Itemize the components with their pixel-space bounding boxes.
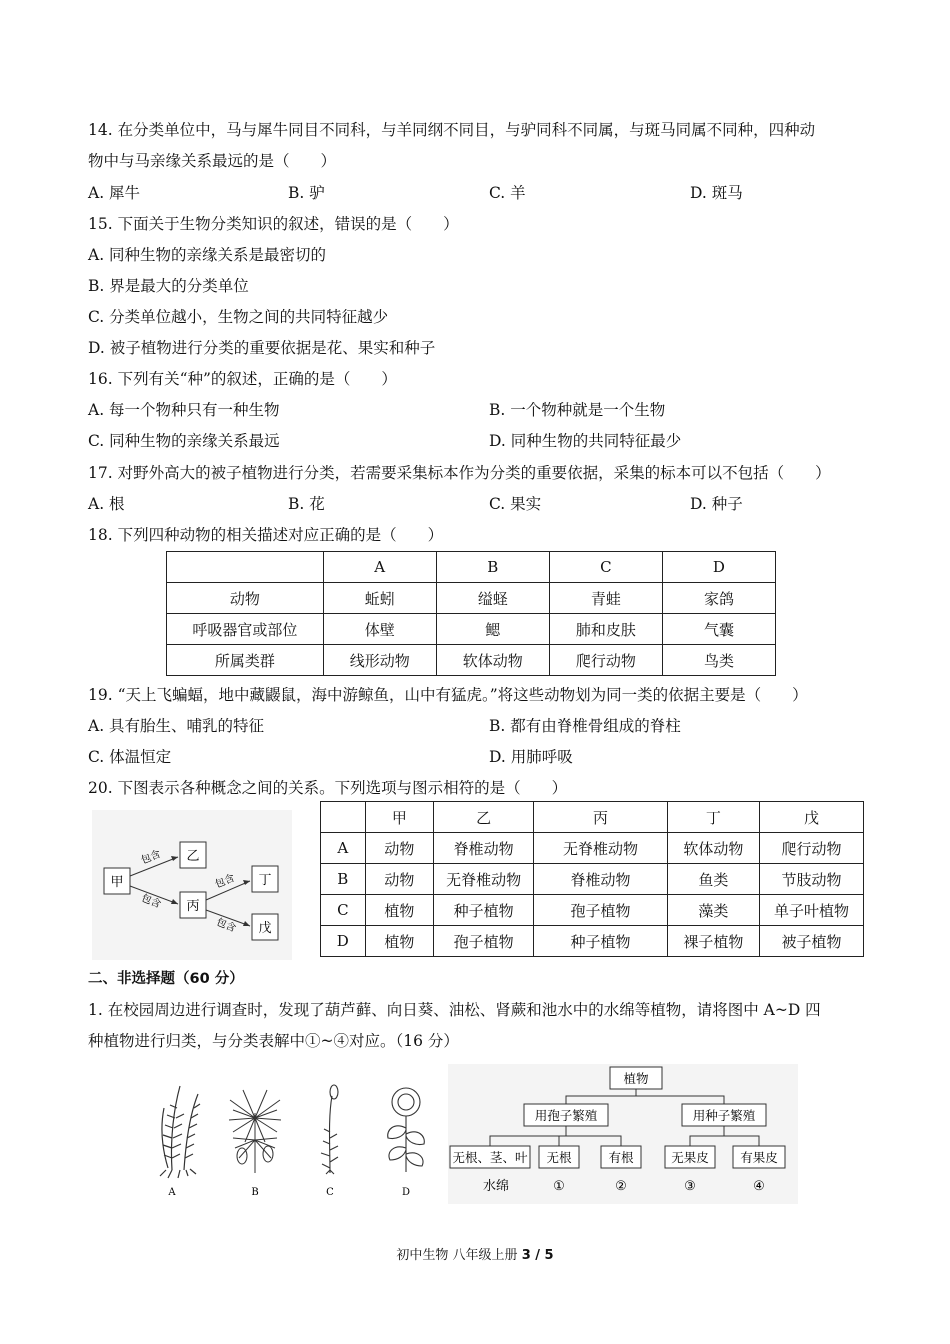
page-footer: [0, 1244, 950, 1263]
moss-illustration: [321, 1085, 338, 1174]
q17-option-d: D. 种子: [690, 495, 743, 513]
table-cell: 青蛙: [549, 583, 662, 614]
table-cell: 鸟类: [662, 645, 775, 676]
table-row: [167, 614, 776, 645]
table-cell: 植物: [365, 926, 433, 957]
table-cell: 软体动物: [436, 645, 549, 676]
plant-label-b: B: [251, 1187, 259, 1198]
tree-leaf-label: 无根、茎、叶: [452, 1150, 528, 1165]
table-cell: 孢子植物: [434, 926, 534, 957]
tree-answer: ①: [553, 1179, 565, 1194]
q18-header-row: [167, 552, 776, 583]
q14-option-b: B. 驴: [288, 184, 325, 202]
q19-option-a: A. 具有胎生、哺乳的特征: [88, 717, 265, 735]
table-cell: 线形动物: [323, 645, 436, 676]
q15-option-d: D. 被子植物进行分类的重要依据是花、果实和种子: [88, 339, 436, 357]
table-cell: 气囊: [662, 614, 775, 645]
q20-header-cell: 丁: [667, 802, 759, 833]
table-cell: 裸子植物: [667, 926, 759, 957]
q19-option-b: B. 都有由脊椎骨组成的脊柱: [489, 717, 681, 735]
table-cell: 植物: [365, 895, 433, 926]
plant-label-c: C: [326, 1187, 334, 1198]
table-cell: C: [321, 895, 366, 926]
q18-table: [166, 551, 776, 676]
q18-stem: 18. 下列四种动物的相关描述对应正确的是（ ）: [88, 526, 444, 544]
q18-header-cell: A: [323, 552, 436, 583]
diagram-label-ding: 丁: [258, 873, 272, 888]
table-cell: 孢子植物: [534, 895, 668, 926]
q20-header-cell: 甲: [365, 802, 433, 833]
table-cell: 单子叶植物: [759, 895, 863, 926]
q19-option-c: C. 体温恒定: [88, 748, 172, 766]
diagram-contain-label: 包含: [139, 848, 163, 867]
q19-option-d: D. 用肺呼吸: [489, 748, 573, 766]
table-cell: 动物: [365, 864, 433, 895]
tree-answer: ③: [684, 1179, 696, 1194]
tree-seed-label: 用种子繁殖: [692, 1108, 756, 1123]
q15-stem: 15. 下面关于生物分类知识的叙述，错误的是（ ）: [88, 215, 459, 233]
q17-option-c: C. 果实: [489, 495, 542, 513]
q19-stem: 19. “天上飞蝙蝠，地中藏鼹鼠，海中游鲸鱼，山中有猛虎。”将这些动物划为同一类的依据主要是（ ）: [88, 686, 808, 704]
q17-option-b: B. 花: [288, 495, 325, 513]
table-cell: 动物: [167, 583, 324, 614]
q20-header-cell: 乙: [434, 802, 534, 833]
q18-header-cell: C: [549, 552, 662, 583]
tree-answer: 水绵: [482, 1179, 510, 1194]
table-cell: 节肢动物: [759, 864, 863, 895]
diagram-label-bing: 丙: [186, 899, 200, 914]
tree-answer: ④: [753, 1179, 765, 1194]
q16-option-a: A. 每一个物种只有一种生物: [88, 401, 280, 419]
q20-header-cell: [321, 802, 366, 833]
q17-option-a: A. 根: [88, 495, 125, 513]
diagram-contain-label: 包含: [213, 872, 237, 891]
table-row: [321, 864, 864, 895]
table-cell: 鳃: [436, 614, 549, 645]
table-cell: B: [321, 864, 366, 895]
tree-leaf-label: 有果皮: [740, 1150, 778, 1165]
table-cell: 种子植物: [434, 895, 534, 926]
diagram-label-wu: 戊: [258, 921, 272, 936]
page-number: 3 / 5: [521, 1248, 554, 1263]
q18-header-cell: B: [436, 552, 549, 583]
q15-option-a: A. 同种生物的亲缘关系是最密切的: [88, 246, 327, 264]
q16-option-c: C. 同种生物的亲缘关系最远: [88, 432, 280, 450]
q20-header-row: [321, 802, 864, 833]
q14-stem-line1: 14. 在分类单位中，马与犀牛同目不同科，与羊同纲不同目，与驴同科不同属，与斑马同属不同种，四种动: [88, 121, 816, 139]
plant-label-d: D: [401, 1187, 411, 1198]
plant-label-a: A: [168, 1187, 176, 1198]
classification-tree: [448, 1064, 798, 1204]
footer-text: 初中生物 八年级上册: [396, 1248, 522, 1263]
diagram-contain-label: 包含: [139, 892, 163, 911]
q16-option-d: D. 同种生物的共同特征最少: [489, 432, 682, 450]
sunflower-illustration: [388, 1088, 425, 1172]
nq1-stem-line1: 1. 在校园周边进行调查时，发现了葫芦藓、向日葵、油松、肾蕨和池水中的水绵等植物，请将图中 A~D 四: [88, 1001, 821, 1019]
q20-table: [320, 801, 864, 957]
q20-stem: 20. 下图表示各种概念之间的关系。下列选项与图示相符的是（ ）: [88, 779, 568, 797]
q20-header-cell: 丙: [534, 802, 668, 833]
table-cell: 体壁: [323, 614, 436, 645]
diagram-label-jia: 甲: [110, 875, 124, 890]
table-cell: A: [321, 833, 366, 864]
nq1-stem-line2: 种植物进行归类，与分类表解中①~④对应。（16 分）: [88, 1032, 459, 1050]
q14-option-d: D. 斑马: [690, 184, 743, 202]
tree-leaf-label: 无果皮: [671, 1150, 709, 1165]
diagram-label-yi: 乙: [186, 849, 200, 864]
table-cell: D: [321, 926, 366, 957]
table-cell: 藻类: [667, 895, 759, 926]
tree-spore-label: 用孢子繁殖: [534, 1108, 598, 1123]
table-cell: 无脊椎动物: [434, 864, 534, 895]
q16-option-b: B. 一个物种就是一个生物: [489, 401, 666, 419]
table-cell: 呼吸器官或部位: [167, 614, 324, 645]
table-row: [321, 833, 864, 864]
table-cell: 动物: [365, 833, 433, 864]
table-row: [167, 645, 776, 676]
table-cell: 爬行动物: [759, 833, 863, 864]
table-cell: 鱼类: [667, 864, 759, 895]
tree-answer: ②: [615, 1179, 627, 1194]
pine-illustration: [229, 1090, 281, 1173]
table-cell: 脊椎动物: [534, 864, 668, 895]
table-row: [321, 895, 864, 926]
q17-stem: 17. 对野外高大的被子植物进行分类，若需要采集标本作为分类的重要依据，采集的标本可以不包括（ ）: [88, 464, 831, 482]
table-cell: 肺和皮肤: [549, 614, 662, 645]
tree-leaf-label: 无根: [546, 1150, 572, 1165]
table-cell: 被子植物: [759, 926, 863, 957]
table-row: [321, 926, 864, 957]
q18-header-cell: [167, 552, 324, 583]
table-cell: 爬行动物: [549, 645, 662, 676]
tree-root-label: 植物: [623, 1071, 649, 1086]
table-cell: 蚯蚓: [323, 583, 436, 614]
fern-illustration: [160, 1086, 200, 1178]
table-cell: 缢蛏: [436, 583, 549, 614]
q14-stem-line2: 物中与马亲缘关系最远的是（ ）: [88, 152, 337, 170]
table-cell: 所属类群: [167, 645, 324, 676]
table-cell: 软体动物: [667, 833, 759, 864]
diagram-contain-label: 包含: [214, 916, 238, 935]
q20-header-cell: 戊: [759, 802, 863, 833]
table-cell: 无脊椎动物: [534, 833, 668, 864]
plant-illustrations: [150, 1078, 430, 1200]
table-cell: 种子植物: [534, 926, 668, 957]
table-cell: 脊椎动物: [434, 833, 534, 864]
section2-title: 二、非选择题（60 分）: [88, 971, 244, 987]
q14-option-c: C. 羊: [489, 184, 526, 202]
q15-option-b: B. 界是最大的分类单位: [88, 277, 249, 295]
tree-leaf-label: 有根: [608, 1150, 634, 1165]
table-cell: 家鸽: [662, 583, 775, 614]
q15-option-c: C. 分类单位越小，生物之间的共同特征越少: [88, 308, 389, 326]
table-row: [167, 583, 776, 614]
q16-stem: 16. 下列有关“种”的叙述，正确的是（ ）: [88, 370, 397, 388]
q14-option-a: A. 犀牛: [88, 184, 141, 202]
q18-header-cell: D: [662, 552, 775, 583]
q20-concept-diagram: [92, 810, 292, 960]
